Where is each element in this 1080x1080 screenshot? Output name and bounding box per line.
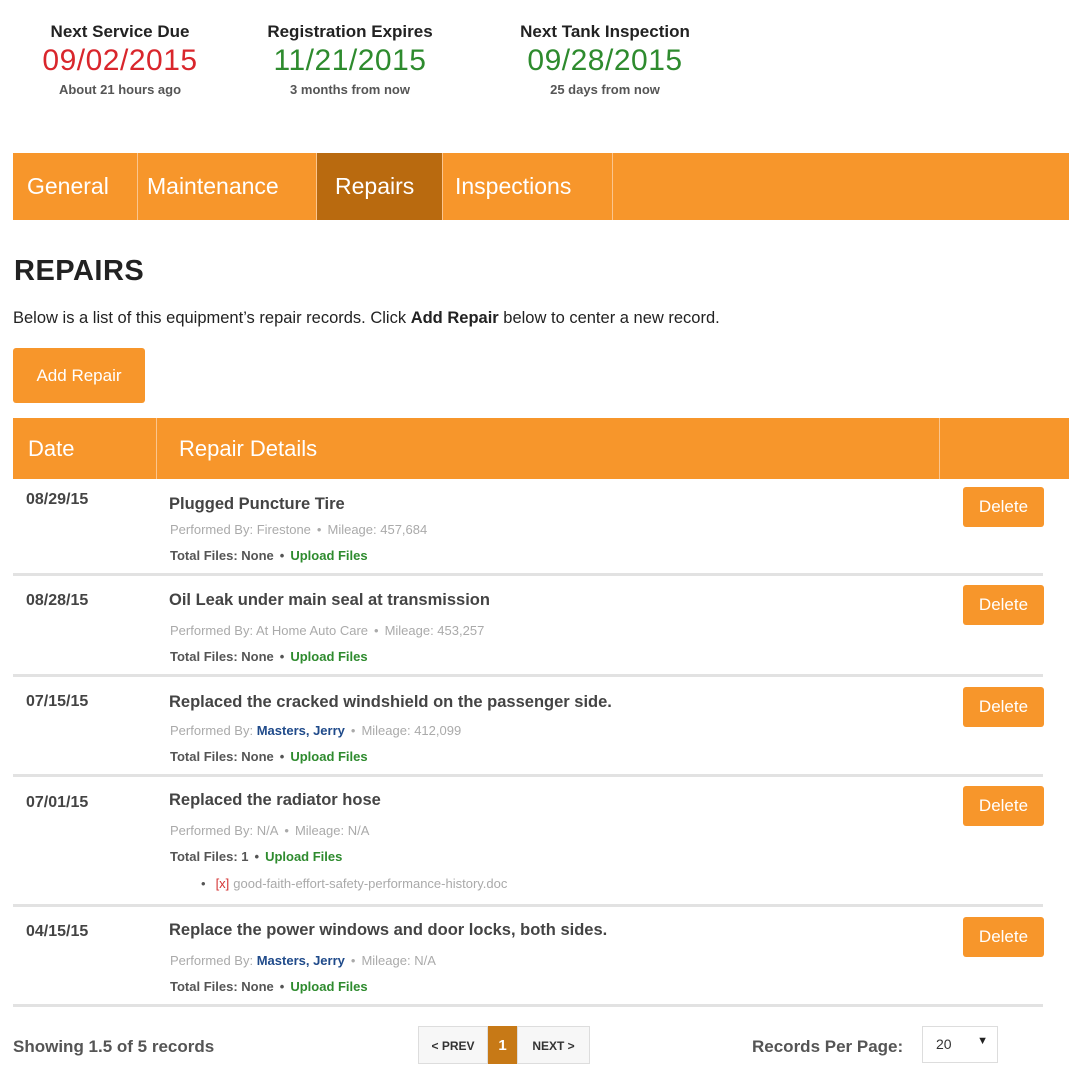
records-per-page-select[interactable] (922, 1026, 998, 1063)
intro-text-end: below to center a new record. (498, 309, 720, 327)
table-row (13, 677, 1043, 777)
table-row (13, 576, 1043, 677)
upload-files-link[interactable]: Upload Files (290, 649, 368, 664)
attachment-item (201, 876, 507, 891)
delete-button[interactable]: Delete (963, 687, 1044, 727)
caret-down-icon: ▼ (977, 1035, 988, 1047)
separator-icon: • (350, 953, 356, 968)
column-header-details[interactable]: Repair Details (158, 418, 940, 479)
repair-meta (170, 623, 484, 638)
tank-inspection-block (500, 22, 710, 97)
delete-button[interactable]: Delete (963, 917, 1044, 957)
separator-icon: • (279, 649, 285, 664)
separator-icon: • (279, 749, 285, 764)
performed-by-label: Performed By: (170, 823, 254, 838)
service-due-title: Next Service Due (50, 22, 190, 41)
total-files: Total Files: None (170, 749, 274, 764)
registration-block (250, 22, 450, 97)
registration-relative: 3 months from now (290, 82, 410, 97)
repair-date: 07/01/15 (26, 794, 89, 811)
tab-repairs[interactable]: Repairs (317, 153, 443, 220)
mileage: Mileage: 453,257 (384, 623, 485, 638)
repair-title: Replaced the cracked windshield on the passenger side. (169, 693, 612, 711)
add-repair-button[interactable]: Add Repair (13, 348, 145, 403)
mileage: Mileage: N/A (361, 953, 436, 968)
performer-name[interactable]: Masters, Jerry (256, 723, 345, 738)
intro-text-start: Below is a list of this equipment’s repair records. Click (13, 309, 411, 327)
performed-by-label: Performed By: (170, 723, 254, 738)
mileage: Mileage: 412,099 (361, 723, 462, 738)
upload-files-link[interactable]: Upload Files (290, 979, 368, 994)
repair-files (170, 649, 368, 664)
delete-button[interactable]: Delete (963, 487, 1044, 527)
repair-files (170, 548, 368, 563)
table-row (13, 907, 1043, 1007)
tab-general[interactable]: General (13, 153, 138, 220)
repair-date: 04/15/15 (26, 923, 89, 940)
total-files: Total Files: None (170, 649, 274, 664)
tank-inspection-date: 09/28/2015 (527, 44, 683, 77)
repair-date: 08/29/15 (26, 491, 89, 508)
column-header-date[interactable]: Date (13, 418, 157, 479)
bullet-icon: • (201, 876, 206, 891)
page-title: REPAIRS (14, 255, 145, 287)
performer-name: Firestone (256, 522, 311, 537)
registration-date: 11/21/2015 (273, 44, 427, 77)
tab-bar (13, 153, 1069, 220)
delete-button[interactable]: Delete (963, 585, 1044, 625)
table-header (13, 418, 1069, 479)
records-count: Showing 1.5 of 5 records (13, 1037, 215, 1056)
records-per-page-value: 20 (936, 1036, 952, 1052)
table-row (13, 479, 1043, 576)
performer-name[interactable]: Masters, Jerry (256, 953, 345, 968)
repair-files (170, 749, 368, 764)
performed-by-label: Performed By: (170, 522, 254, 537)
service-due-relative: About 21 hours ago (58, 82, 182, 97)
upload-files-link[interactable]: Upload Files (290, 548, 368, 563)
mileage: Mileage: 457,684 (327, 522, 428, 537)
tank-inspection-title: Next Tank Inspection (520, 22, 690, 41)
tank-inspection-relative: 25 days from now (550, 82, 660, 97)
tab-maintenance[interactable]: Maintenance (138, 153, 317, 220)
separator-icon: • (284, 823, 289, 838)
separator-icon: • (254, 849, 260, 864)
page-number-current[interactable]: 1 (488, 1026, 517, 1064)
service-due-date: 09/02/2015 (42, 44, 198, 77)
prev-page-button[interactable]: < PREV (418, 1026, 488, 1064)
remove-file-icon[interactable]: [x] (215, 876, 230, 891)
records-per-page-label: Records Per Page: (752, 1037, 904, 1056)
tab-inspections[interactable]: Inspections (443, 153, 613, 220)
intro-text-bold: Add Repair (410, 309, 499, 327)
total-files: Total Files: 1 (170, 849, 249, 864)
total-files: Total Files: None (170, 548, 274, 563)
performer-name: At Home Auto Care (256, 623, 368, 638)
separator-icon: • (316, 522, 322, 537)
repair-title: Plugged Puncture Tire (169, 495, 345, 513)
performed-by-label: Performed By: (170, 623, 254, 638)
repair-meta (170, 723, 461, 738)
upload-files-link[interactable]: Upload Files (265, 849, 343, 864)
next-page-button[interactable]: NEXT > (517, 1026, 590, 1064)
upload-files-link[interactable]: Upload Files (290, 749, 368, 764)
repair-date: 07/15/15 (26, 693, 89, 710)
separator-icon: • (279, 548, 285, 563)
repair-date: 08/28/15 (26, 592, 89, 609)
performer-name: N/A (256, 823, 279, 838)
mileage: Mileage: N/A (294, 823, 370, 838)
pagination (418, 1026, 590, 1064)
repair-title: Replaced the radiator hose (169, 791, 381, 809)
attachment-filename[interactable]: good-faith-effort-safety-performance-history.doc (233, 876, 508, 891)
repair-title: Replace the power windows and door locks, both sides. (169, 921, 608, 939)
repair-meta (170, 522, 427, 537)
status-summary (0, 22, 1080, 112)
separator-icon: • (279, 979, 285, 994)
repair-title: Oil Leak under main seal at transmission (169, 591, 490, 609)
repair-meta (170, 823, 369, 838)
intro-text (13, 309, 720, 328)
repair-files (170, 979, 368, 994)
service-due-block (28, 22, 212, 97)
separator-icon: • (374, 623, 379, 638)
table-row (13, 777, 1043, 907)
delete-button[interactable]: Delete (963, 786, 1044, 826)
repair-meta (170, 953, 436, 968)
total-files: Total Files: None (170, 979, 274, 994)
performed-by-label: Performed By: (170, 953, 254, 968)
registration-title: Registration Expires (267, 22, 433, 41)
repair-files (170, 849, 342, 864)
separator-icon: • (350, 723, 356, 738)
